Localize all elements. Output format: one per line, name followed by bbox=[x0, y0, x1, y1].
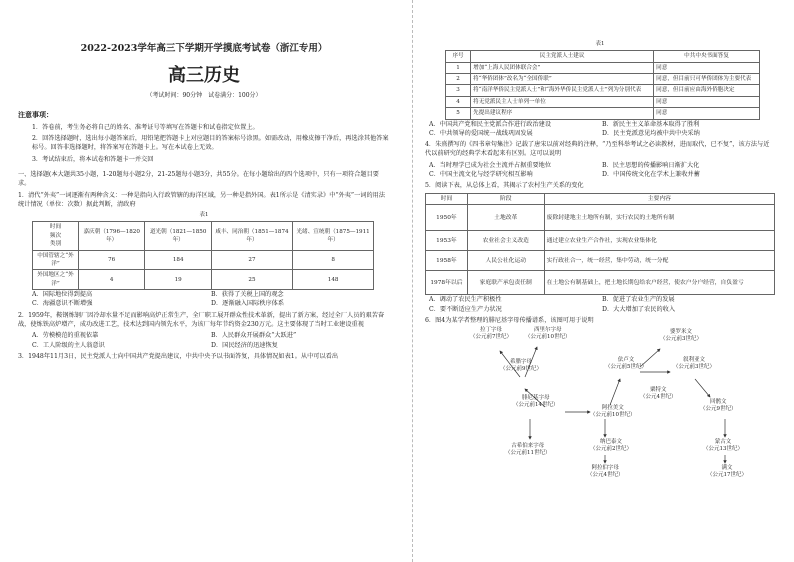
note-item: 1．答卷前，考生务必将自己的姓名、准考证号等填写在答题卡和试卷指定位置上。 bbox=[32, 123, 259, 131]
table1-caption: 表1 bbox=[595, 41, 605, 47]
option: A．当时理学已成为社会主流并占据重要地位 bbox=[429, 161, 552, 169]
q3-options bbox=[425, 120, 775, 139]
col-header: 序号 bbox=[446, 51, 471, 62]
kharosthi-node: 佉卢文 （公元前5世纪） bbox=[605, 357, 647, 371]
section-heading: 一、选择题(本大题共35小题，1-20题每小题2分，21-25题每小题3分，共55分。在每小题给出的四个选项中，只有一项符合题目要求。 bbox=[18, 170, 379, 188]
q4-options bbox=[425, 161, 775, 180]
option: D．逐渐融入国际秩序体系 bbox=[211, 300, 285, 308]
cell: 25 bbox=[211, 270, 292, 290]
option: B．新民主主义革命基本取得了胜利 bbox=[602, 120, 700, 128]
table-row bbox=[33, 270, 374, 290]
phoenician-alphabet-node: 腓尼基字母 （公元前14世纪） bbox=[513, 395, 559, 409]
table-row: 1950年 土地改革 废除封建地主土地所有制，实行农民的土地所有制 bbox=[426, 205, 775, 231]
option: D．国民经济的迅速恢复 bbox=[211, 341, 278, 349]
note-item: 2．回答选择题时，选出每小题答案后，用铅笔把答题卡上对应题目的答案标号涂黑。如需改动，用橡皮擦干净后，再选涂其他答案标号。回答非选择题时，将答案写在答题卡上。写在本试卷上无效。 bbox=[32, 135, 389, 152]
table-row: 2 将“华侨团体”改名为“全国侨联” 同意，但目前只可华侨团体为主要代表 bbox=[446, 74, 760, 85]
q1-table-caption: 表1 bbox=[199, 212, 209, 219]
q2-stem: 2．1959年，鞍钢炼钢厂因冷却水量不足而影响高炉正常生产，全厂职工展开群众性技术革新，提出了新方案，经过全厂人员的艰苦奋战，使炼铁高炉增产，成功改进工艺，技术达到国内领先水平，为该厂每年节约资金230万元。这主要体现了当时工业建设重视 bbox=[18, 311, 385, 328]
q5-table bbox=[425, 193, 775, 296]
table-row: 1958年 人民公社化运动 实行政社合一，统一经营，集中劳动，统一分配 bbox=[426, 251, 775, 271]
column-divider bbox=[412, 0, 413, 562]
col-header: 阶段 bbox=[467, 193, 544, 205]
cell: 27 bbox=[211, 250, 292, 270]
option: D．大大增加了农民的收入 bbox=[602, 305, 676, 313]
table-row: 1 增加“上海人民团体联合会” 同意 bbox=[446, 62, 760, 73]
q1-col-header: 咸丰、同治朝（1851—1874年） bbox=[211, 222, 292, 250]
cell: 76 bbox=[78, 250, 145, 270]
q1-options bbox=[18, 290, 390, 309]
q3-table bbox=[445, 50, 760, 119]
option: A．调动了农民生产积极性 bbox=[429, 296, 502, 304]
arabic-alphabet-node: 阿拉伯字母 （公元4世纪） bbox=[587, 465, 624, 479]
q1-table-corner: 时间 频次 类别 bbox=[33, 222, 79, 250]
q1-col-header: 嘉庆朝（1796—1820年） bbox=[78, 222, 145, 250]
table-row bbox=[33, 250, 374, 270]
left-column bbox=[18, 0, 390, 562]
q1-table bbox=[32, 221, 374, 290]
alphabet-diagram bbox=[425, 327, 775, 492]
option: A．中国共产党和民主党派合作进行政治建设 bbox=[429, 120, 552, 128]
option: A．国际地位得到提高 bbox=[32, 291, 93, 299]
option: D．中国传统文化在学术上兼收并蓄 bbox=[602, 171, 700, 179]
right-column bbox=[425, 0, 775, 562]
sogdian-script-node: 粟特文 （公元4世纪） bbox=[640, 387, 677, 401]
q2-options bbox=[18, 331, 390, 350]
option: C．工人阶级的主人翁意识 bbox=[32, 341, 105, 349]
note-item: 3．考试结束后，将本试卷和答题卡一并交回 bbox=[32, 155, 154, 163]
option: C．中共领导的爱国统一战线巩固发展 bbox=[429, 129, 533, 137]
q1-col-header: 道光朝（1821—1850年） bbox=[145, 222, 212, 250]
cell: 148 bbox=[293, 270, 374, 290]
col-header: 时间 bbox=[426, 193, 468, 205]
exam-title: 2022-2023学年高三下学期开学摸底考试卷（浙江专用） bbox=[80, 43, 328, 54]
table-row: 4 将无党派民主人士单列一单位 同意 bbox=[446, 96, 760, 107]
q1-col-header: 光绪、宣统朝（1875—1911年） bbox=[293, 222, 374, 250]
exam-meta: （考试时间：90分钟 试卷满分：100分） bbox=[146, 92, 262, 100]
subject-title: 高三历史 bbox=[168, 65, 240, 87]
col-header: 主要内容 bbox=[544, 193, 774, 205]
latin-alphabet-node: 拉丁字母 （公元前7世纪） bbox=[470, 327, 512, 341]
cell: 184 bbox=[145, 250, 212, 270]
option: B．人民群众开展群众“大跃进” bbox=[211, 332, 297, 340]
old-hebrew-node: 古希伯来字母 （公元前11世纪） bbox=[505, 443, 551, 457]
option: B．获得了关税上国的观念 bbox=[211, 291, 284, 299]
aramaic-node: 阿拉美文 （公元前10世纪） bbox=[590, 405, 636, 419]
greek-alphabet-node: 希腊字母 （公元前9世纪） bbox=[500, 359, 542, 373]
col-header: 民主党派人士建议 bbox=[471, 51, 654, 62]
notes-title: 注意事项： bbox=[18, 110, 53, 120]
row-label: 外国地区之“外洋” bbox=[33, 270, 79, 290]
sogdian-node: 回鹘文 （公元9世纪） bbox=[700, 399, 737, 413]
table-row: 5 先提出建议程序 同意 bbox=[446, 108, 760, 119]
q5-stem: 5．阅读下表，从总体上看，其揭示了农村生产关系的变化 bbox=[425, 182, 584, 190]
table-row: 1978年以后 家庭联产承包责任制 在土地公有制基础上，把土地长期包给农户经营，使农户分户经营，自负盈亏 bbox=[426, 271, 775, 295]
cell: 4 bbox=[78, 270, 145, 290]
option: C．海疆意识不断增强 bbox=[32, 300, 93, 308]
option: C．要不断适应生产力状况 bbox=[429, 305, 502, 313]
q4-stem: 4．朱熹撰写的《四书章句集注》记载了唐宋以前对经典的注释，“乃至科举考试之必读教材，进而取代，已不复”，该方法与近代以前研究的经典学术看起来有区别。这可以说明 bbox=[425, 141, 770, 158]
mongol-node: 蒙古文 （公元13世纪） bbox=[703, 439, 743, 453]
cell: 19 bbox=[145, 270, 212, 290]
option: B．促进了农业生产的发展 bbox=[602, 296, 675, 304]
manchu-node: 满文 （公元17世纪） bbox=[707, 465, 747, 479]
q3-stem: 3．1948年11月3日，民主党派人士向中国共产党提出建议，中共中央予以书面答复，具体情况如表1。从中可以看出 bbox=[18, 352, 339, 360]
cell: 8 bbox=[293, 250, 374, 270]
q5-options bbox=[425, 295, 775, 314]
option: B．民主思想的传播影响日渐扩大化 bbox=[602, 161, 700, 169]
nabataean-node: 纳巴泰文 （公元前2世纪） bbox=[590, 439, 632, 453]
col-header: 中共中央书面答复 bbox=[654, 51, 760, 62]
option: C．中国主流文化与经学研究相互影响 bbox=[429, 171, 533, 179]
table-row: 3 将“南洋华侨民主党派人士”和“海外华侨民主党派人士”列为分别代表 同意，但目前应由海外侨胞决定 bbox=[446, 85, 760, 96]
row-label: 中国管辖之“外洋” bbox=[33, 250, 79, 270]
syriac-node: 叙利亚文 （公元前3世纪） bbox=[673, 357, 715, 371]
q6-stem: 6．图4为某学者整理的腓尼基字母传播谱系，该图可用于说明 bbox=[425, 316, 594, 324]
option: A．劳模模范的重视依靠 bbox=[32, 332, 99, 340]
brahmi-node: 婆罗米文 （公元前3世纪） bbox=[660, 329, 702, 343]
option: D．民主党派意见均被中共中央采纳 bbox=[602, 129, 700, 137]
table-row: 1953年 农业社会主义改造 通过建立农业生产合作社，实现农业集体化 bbox=[426, 231, 775, 251]
cyrillic-alphabet-node: 西里尔字母 （公元前10世纪） bbox=[525, 327, 571, 341]
q1-stem: 1．清代“外夷”一词逐渐有两种含义：一种是指向入行政管辖的海洋区域，另一种是指外国。表1所示是《清实录》中“外夷”一词的用法统计情况（单位：次数）据此判断，清政府 bbox=[18, 191, 386, 208]
